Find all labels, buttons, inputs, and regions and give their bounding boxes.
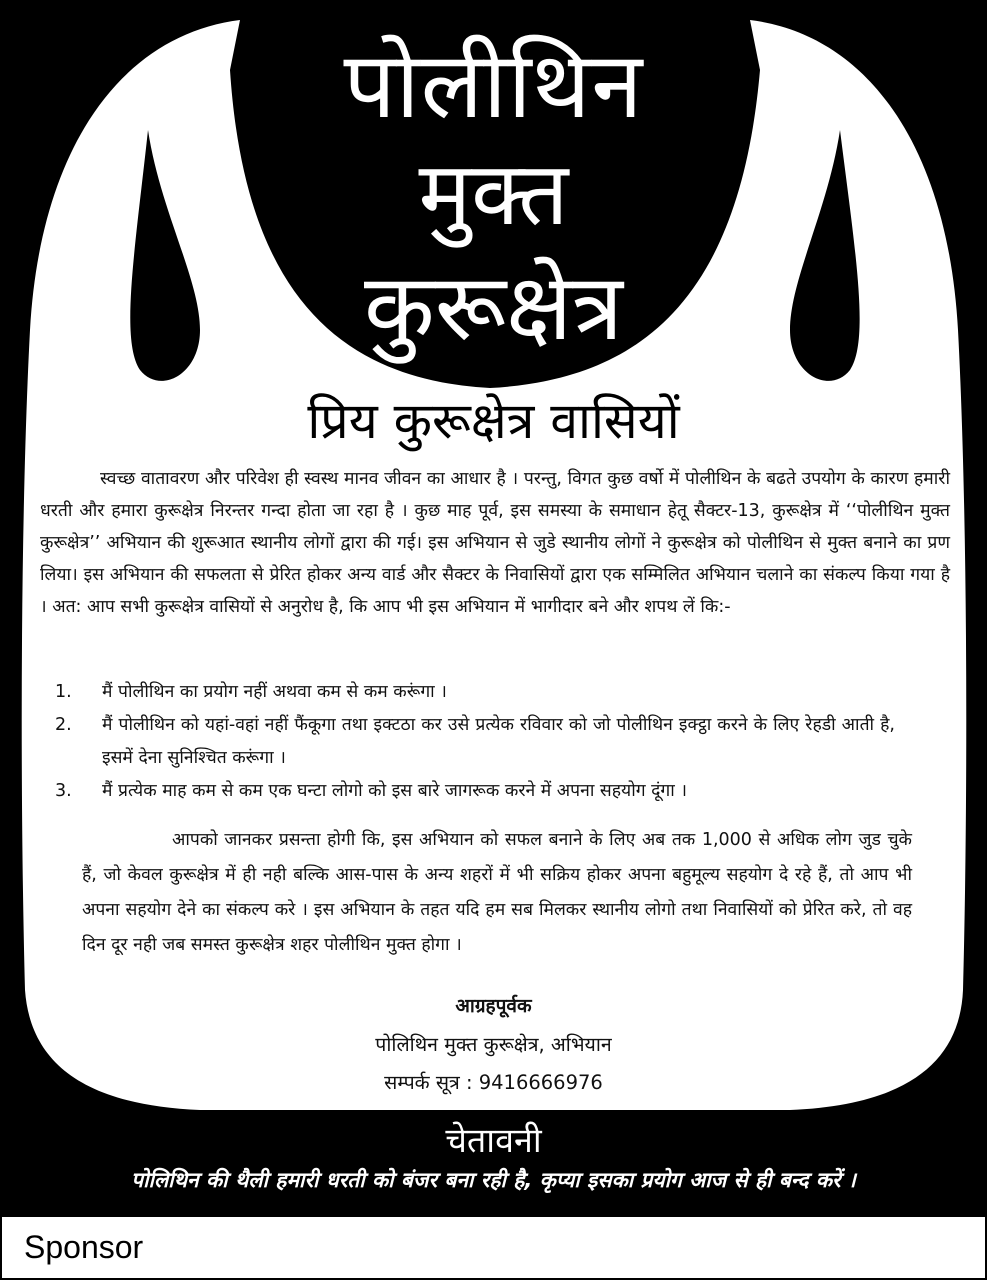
greeting-heading: प्रिय कुरूक्षेत्र वासियों xyxy=(307,392,680,450)
title-line-2: मुक्त xyxy=(418,142,569,245)
warning-title: चेतावनी xyxy=(445,1121,542,1161)
pledge-item xyxy=(40,709,950,775)
sponsor-bar xyxy=(0,1215,987,1280)
title-line-1: पोलीथिन xyxy=(343,32,644,139)
pledge-number: 3. xyxy=(55,781,72,801)
pledge-number: 1. xyxy=(55,682,72,702)
sponsor-label: Sponsor xyxy=(24,1229,144,1265)
pledge-text: मैं प्रत्येक माह कम से कम एक घन्टा लोगो को इस बारे जागरूक करने में अपना सहयोग दूंगा । xyxy=(102,781,688,801)
pledge-item xyxy=(40,775,950,808)
signature-organization: पोलिथिन मुक्त कुरूक्षेत्र, अभियान xyxy=(375,1033,612,1056)
warning-text: पोलिथिन की थैली हमारी धरती को बंजर बना रही है, कृप्या इसका प्रयोग आज से ही बन्द करें । xyxy=(131,1168,856,1192)
pledge-number: 2. xyxy=(55,715,72,735)
pledge-text: मैं पोलीथिन को यहां-वहां नहीं फैंकूगा तथा इक्टठा कर उसे प्रत्येक रविवार को जो पोलीथिन इक्ट्ठा करने के लिए रेहडी आती है, इसमें देना सुनिश्चित करूंगा । xyxy=(102,715,895,768)
title-line-3: कुरूक्षेत्र xyxy=(364,254,623,361)
pledge-list xyxy=(40,676,950,808)
pledge-text: मैं पोलीथिन का प्रयोग नहीं अथवा कम से कम करूंगा । xyxy=(102,682,447,702)
signature-heading: आग्रहपूर्वक xyxy=(455,995,532,1017)
signature-contact: सम्पर्क सूत्र : 9416666976 xyxy=(384,1071,603,1094)
pledge-item xyxy=(40,676,950,709)
closing-paragraph: आपको जानकर प्रसन्ता होगी कि, इस अभियान को सफल बनाने के लिए अब तक 1,000 से अधिक लोग जुड चुके हैं, जो केवल कुरूक्षेत्र में ही नही बल्कि आस-पास के अन्य शहरों में भी सक्रिय होकर अपना बहुमूल्य सहयोग दे रहे हैं, तो आप भी अपना सहयोग देने का संकल्प करे । इस अभियान के तहत यदि हम सब मिलकर स्थानीय लोगो तथा निवासियों को प्रेरित करे, तो वह दिन दूर नही जब समस्त कुरूक्षेत्र शहर पोलीथिन मुक्त होगा । xyxy=(82,830,912,955)
intro-paragraph: स्वच्छ वातावरण और परिवेश ही स्वस्थ मानव जीवन का आधार है । परन्तु, विगत कुछ वर्षो में पोलीथिन के बढते उपयोग के कारण हमारी धरती और हमारा कुरूक्षेत्र निरन्तर गन्दा होता जा रहा है । कुछ माह पूर्व, इस समस्या के समाधान हेतू सैक्टर-13, कुरूक्षेत्र में ‘‘पोलीथिन मुक्त कुरूक्षेत्र’’ अभियान की शुरूआत स्थानीय लोगों द्वारा की गई। इस अभियान से जुडे स्थानीय लोगों ने कुरूक्षेत्र को पोलीथिन से मुक्त बनाने का प्रण लिया। इस अभियान की सफलता से प्रेरित होकर अन्य वार्ड और सैक्टर के निवासियों द्वारा एक सम्मिलित अभियान चलाने का संकल्प किया गया है । अत: आप सभी कुरूक्षेत्र वासियों से अनुरोध है, कि आप भी इस अभियान में भागीदार बने और शपथ लें कि:- xyxy=(40,469,950,617)
